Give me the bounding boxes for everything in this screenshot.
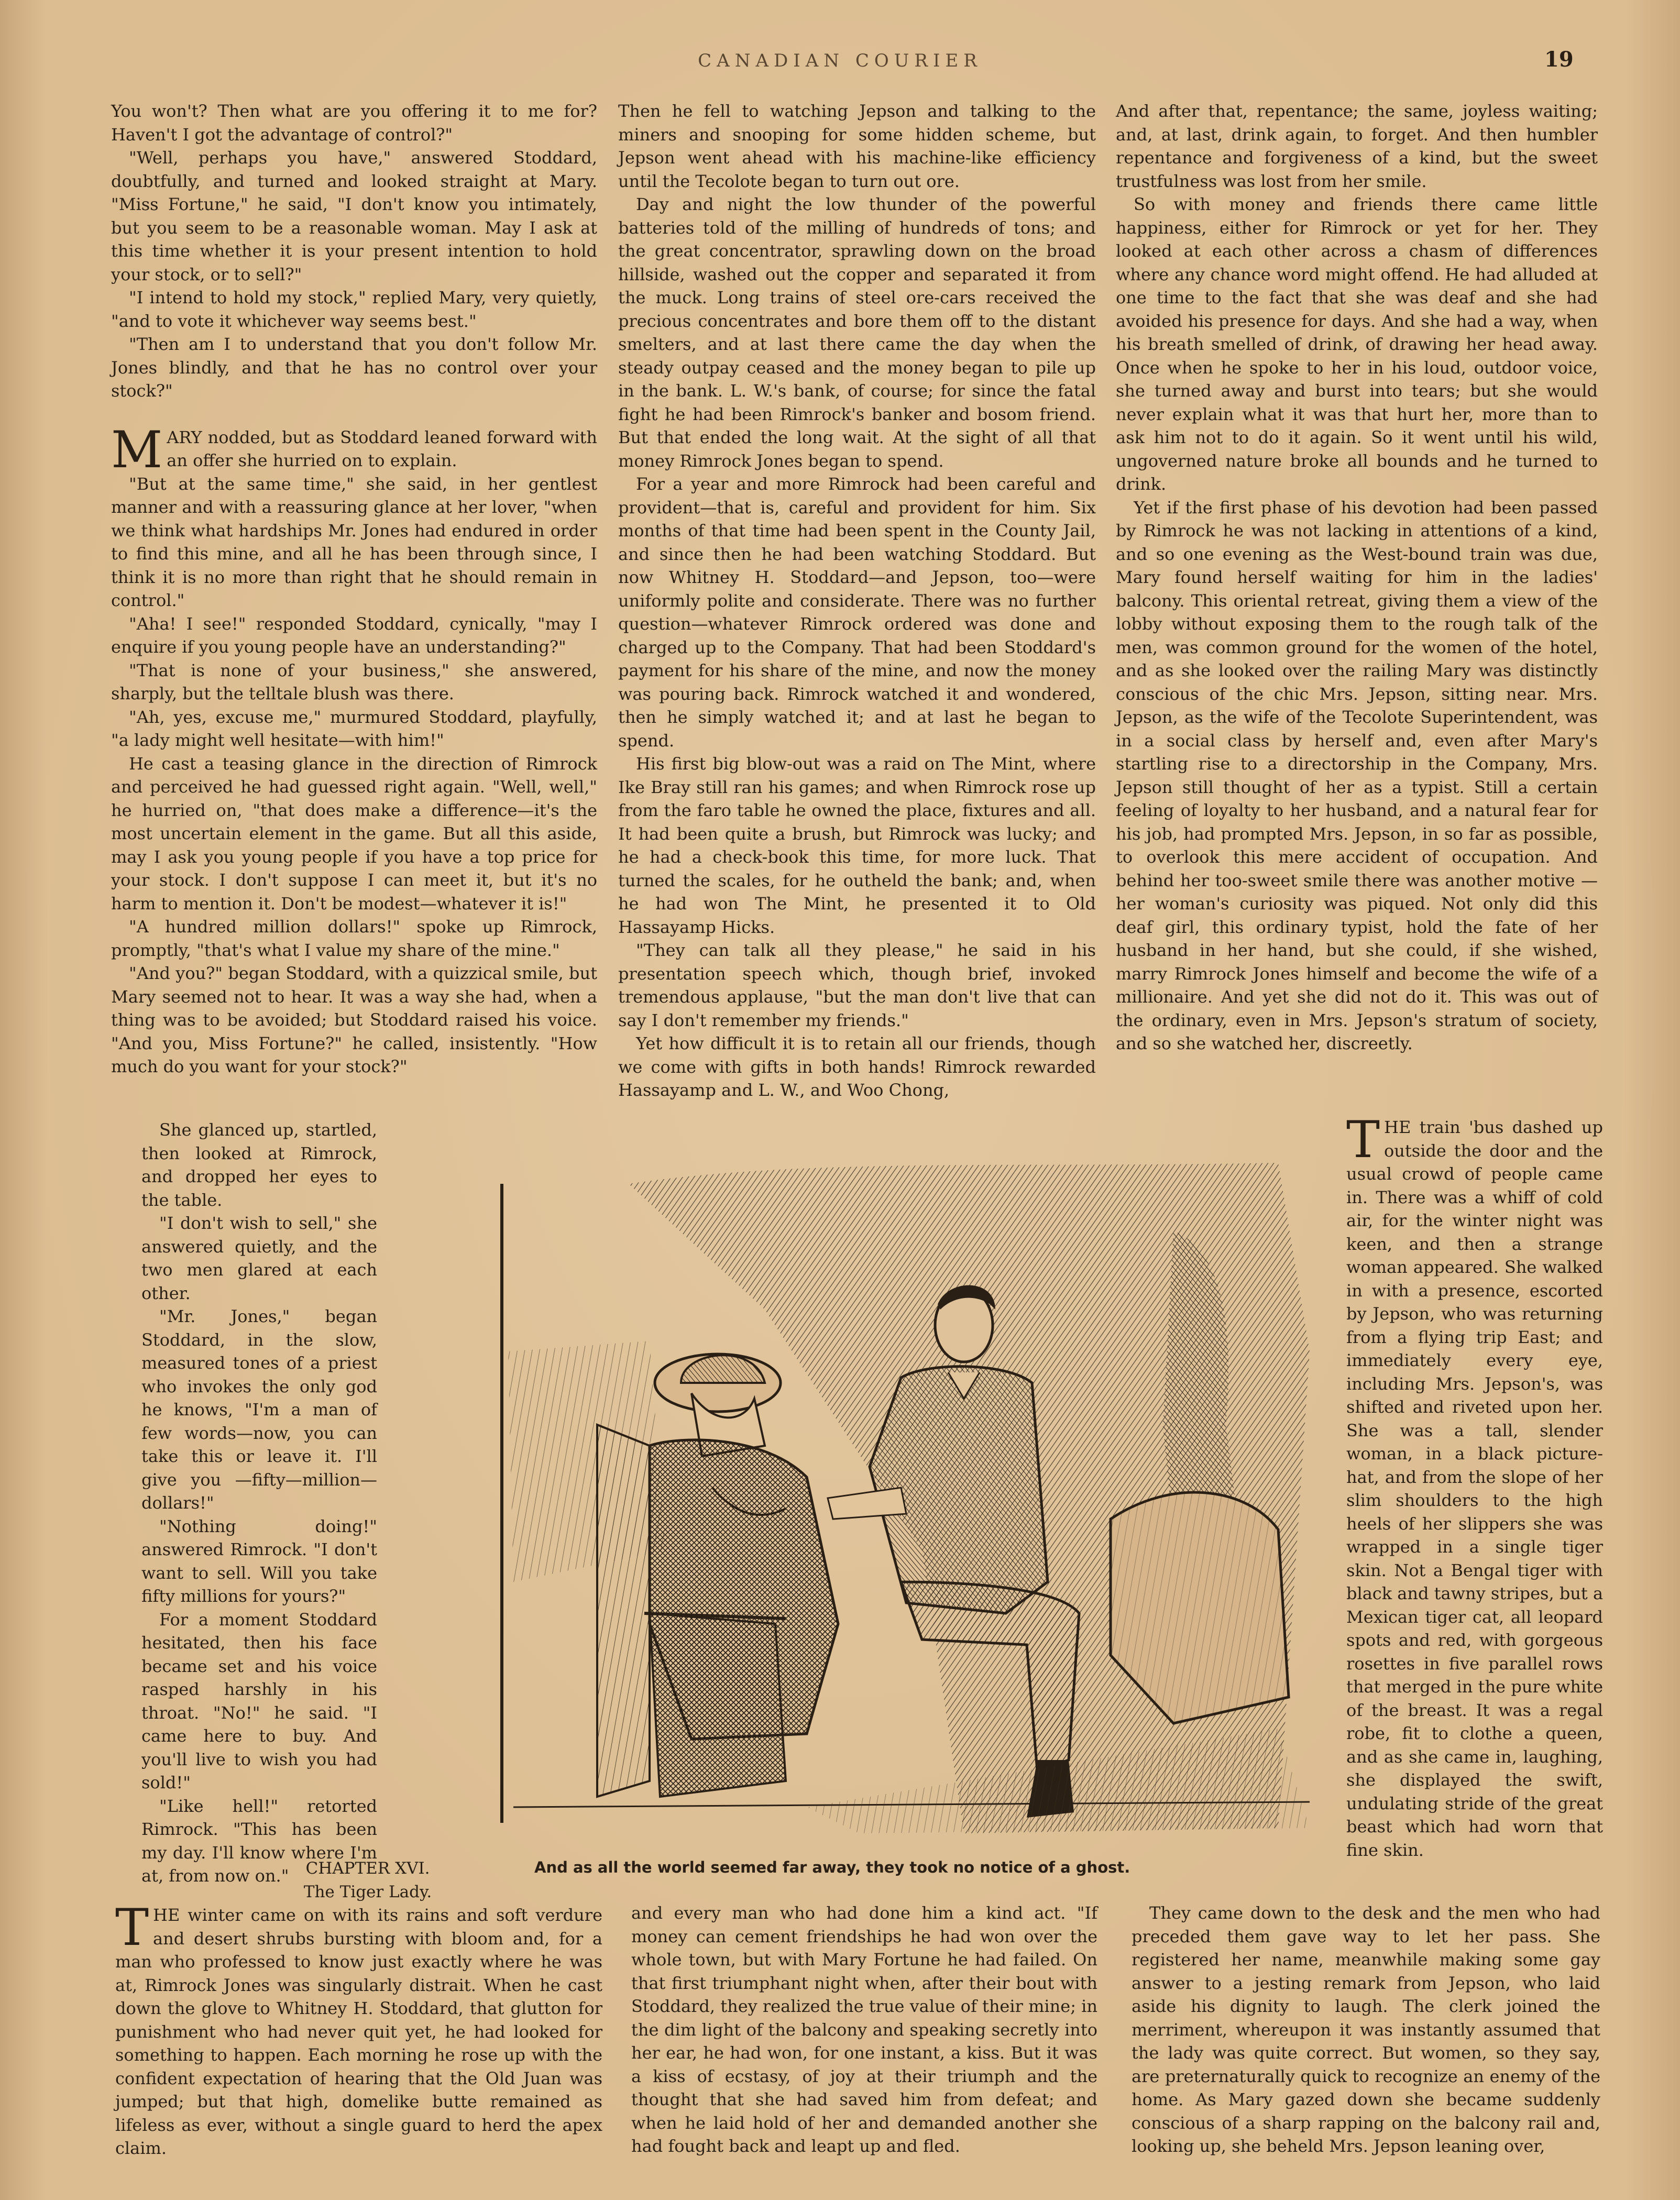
paragraph: "Then am I to understand that you don't follow Mr. Jones blindly, and that he has no control over your stock?": [111, 334, 597, 401]
illustration-caption: And as all the world seemed far away, they took no notice of a ghost.: [534, 1858, 1130, 1876]
paragraph: You won't? Then what are you offering it to me for? Haven't I got the advantage of control?": [111, 101, 597, 145]
paragraph: Then he fell to watching Jepson and talking to the miners and snooping for some hidden scheme, but Jepson went ahead with his machine-like efficiency until the Tecolote began to turn out ore.: [618, 101, 1096, 191]
column-3-top: [1116, 100, 1598, 1110]
dropcap: M: [111, 420, 163, 479]
paragraph: She glanced up, startled, then looked at Rimrock, and dropped her eyes to the table.: [141, 1120, 377, 1210]
paragraph: "They can talk all they please," he said in his presentation speech which, though brief, invoked tremendous applause, "but the man don't live that can say I don't remember my friends.": [618, 940, 1096, 1030]
paragraph: Day and night the low thunder of the powerful batteries told of the milling of hundreds of tons; and the great concentrator, sprawling down on the broad hillside, washed out the copper and separated it from the muck. Long trains of steel ore-cars received the precious concentrates and bore them off to the distant smelters, and at last there came the day when the steady outpay ceased and the money began to pile up in the bank. L. W.'s bank, of course; for since the fatal fight he had been Rimrock's banker and bosom friend. But that ended the long wait. At the sight of all that money Rimrock Jones began to spend.: [618, 194, 1096, 471]
paragraph: His first big blow-out was a raid on The Mint, where Ike Bray still ran his games; and when Rimrock rose up from the faro table he owned the place, fixtures and all. It had been quite a brush, but Rimrock was lucky; and he had a check-book this time, for more luck. That turned the scales, for he outheld the bank; and, when he had won The Mint, he presented it to Old Hassayamp Hicks.: [618, 754, 1096, 937]
dropcap-paragraph: THE winter came on with its rains and soft verdure and desert shrubs bursting with bloom and, for a man who professed to know just exactly where he was at, Rimrock Jones was singularly distrait. When he cast down the glove to Whitney H. Stoddard, that glutton for punishment who had never quit yet, he had looked for something to happen. Each morning he rose up with the confident expectation of hearing that the Old Juan was jumped; but that high, domelike butte remained as lifeless as ever, without a single guard to herd the apex claim.: [115, 1898, 602, 2158]
paragraph: For a moment Stoddard hesitated, then his face became set and his voice rasped harshly in his throat. "No!" he said. "I came here to buy. And you'll live to wish you had sold!": [141, 1609, 377, 1792]
paragraph: "Nothing doing!" answered Rimrock. "I don't want to sell. Will you take fifty millions for yours?": [141, 1516, 377, 1606]
paragraph: For a year and more Rimrock had been careful and provident—that is, careful and provident for him. Six months of that time had been spent in the County Jail, and since then he had been watching Stoddard. But now Whitney H. Stoddard—and Jepson, too—were uniformly polite and considerate. There was no further question—whatever Rimrock ordered was done and charged up to the Company. That had been Stoddard's payment for his share of the mine, and now the money was pouring back. Rimrock watched it and wondered, then he simply watched it; and at last he began to spend.: [618, 474, 1096, 751]
paragraph: "A hundred million dollars!" spoke up Rimrock, promptly, "that's what I value my share of the mine.": [111, 917, 597, 960]
paragraph: "I don't wish to sell," she answered quietly, and the two men glared at each other.: [141, 1213, 377, 1303]
chapter-title: CHAPTER XVI.: [305, 1859, 430, 1878]
paragraph: "Ah, yes, excuse me," murmured Stoddard, playfully, "a lady might well hesitate—with him!": [111, 707, 597, 750]
page-number: 19: [1544, 47, 1574, 72]
paragraph: "Mr. Jones," began Stoddard, in the slow, measured tones of a priest who invokes the only god he knows, "I'm a man of few words—now, you can take this or leave it. I'll give you —fifty—million—dollars!": [141, 1306, 377, 1513]
paragraph: Yet how difficult it is to retain all our friends, though we come with gifts in both hands! Rimrock rewarded Hassayamp and L. W., and Woo Chong,: [618, 1033, 1096, 1100]
dropcap-paragraph: MARY nodded, but as Stoddard leaned forward with an offer she hurried on to explain.: [111, 420, 597, 479]
column-2-bottom: [631, 1901, 1097, 2184]
paragraph: He cast a teasing glance in the direction of Rimrock and perceived he had guessed right again. "Well, well," he hurried on, "that does make a difference—it's the most uncertain element in the game. But all this aside, may I ask you young people if you have a top price for your stock. I don't suppose I can meet it, but it's no harm to mention it. Don't be modest—whatever it is!": [111, 753, 597, 914]
illustration-couple-seated: [492, 1152, 1320, 1849]
paragraph: "And you?" began Stoddard, with a quizzical smile, but Mary seemed not to hear. It was a way she had, when a thing was to be avoided; but Stoddard raised his voice. "And you, Miss Fortune?" he called, insistently. "How much do you want for your stock?": [111, 963, 597, 1076]
column-3-bottom: [1132, 1901, 1600, 2184]
paragraph: Yet if the first phase of his devotion had been passed by Rimrock he was not lacking in attentions of a kind, and so one evening as the West-bound train was due, Mary found herself waiting for him in the ladies' balcony. This oriental retreat, giving them a view of the lobby without exposing them to the rough talk of the men, was common ground for the women of the hotel, and as she looked over the railing Mary was distinctly conscious of the chic Mrs. Jepson, sitting near. Mrs. Jepson, as the wife of the Tecolote Superintendent, was in a social class by herself and, even after Mary's startling rise to a directorship in the Company, Mrs. Jepson still thought of her as a typist. Still a certain feeling of loyalty to her husband, and a natural fear for his job, had prompted Mrs. Jepson, in so far as possible, to overlook this mere accident of occupation. And behind her too-sweet smile there was another motive —her woman's curiosity was piqued. Not only did this deaf girl, this ordinary typist, hold the fate of her husband in her hand, but she could, if she wished, marry Rimrock Jones himself and become the wife of a millionaire. And yet she did not do it. This was out of the ordinary, even in Mrs. Jepson's stratum of society, and so she watched her, discreetly.: [1116, 497, 1598, 1053]
paragraph: And after that, repentance; the same, joyless waiting; and, at last, drink again, to forget. And then humbler repentance and forgiveness of a kind, but the sweet trustfulness was lost from her smile.: [1116, 101, 1598, 191]
dropcap: T: [1346, 1110, 1380, 1169]
column-2-top: [618, 100, 1096, 1108]
dropcap-paragraph: THE train 'bus dashed up outside the door and the usual crowd of people came in. There was a whiff of cold air, for the winter night was keen, and then a strange woman appeared. She walked in with a presence, escorted by Jepson, who was returning from a flying trip East; and immediately every eye, including Mrs. Jepson's, was shifted and riveted upon her. She was a tall, slender woman, in a black picture-hat, and from the slope of her slim shoulders to the high heels of her slippers she was wrapped in a single tiger skin. Not a Bengal tiger with black and tawny stripes, but a Mexican tiger cat, all leopard spots and red, with gorgeous rosettes in five parallel rows that merged in the pure white of the breast. It was a regal robe, fit to clothe a queen, and as she came in, laughing, she displayed the swift, undulating stride of the great beast which had worn that fine skin.: [1346, 1110, 1604, 1860]
column-1-bottom: [115, 1857, 602, 2182]
paragraph: "Well, perhaps you have," answered Stoddard, doubtfully, and turned and looked straight at Mary. "Miss Fortune," he said, "I don't know you intimately, but you seem to be a reasonable woman. May I ask at this time whether it is your present intention to hold your stock, or to sell?": [111, 148, 597, 284]
dropcap: T: [115, 1898, 149, 1957]
paragraph: So with money and friends there came little happiness, either for Rimrock or yet for her. They looked at each other across a chasm of differences where any chance word might offend. He had alluded at one time to the fact that she was deaf and she had avoided his presence for days. And she had a way, when his breath smelled of drink, of drawing her head away. Once when he spoke to her in his loud, outdoor voice, she turned away and burst into tears; but she would never explain what it was that hurt her, more than to ask him not to do it again. So it went until his wild, ungoverned nature broke all bounds and he turned to drink.: [1116, 194, 1598, 494]
column-1-top: [111, 100, 597, 1118]
column-3-narrow: [1346, 1110, 1604, 1917]
paragraph: "Aha! I see!" responded Stoddard, cynically, "may I enquire if you young people have an understanding?": [111, 613, 597, 657]
running-head: CANADIAN COURIER: [698, 50, 982, 71]
paragraph: They came down to the desk and the men who had preceded them gave way to let her pass. She registered her name, meanwhile making some gay answer to a jesting remark from Jepson, who laid aside his dignity to laugh. The clerk joined the merriment, whereupon it was instantly assumed that the lady was quite correct. But women, so they say, are preternaturally quick to recognize an enemy of the home. As Mary gazed down she became suddenly conscious of a sharp rapping on the balcony rail and, looking up, she beheld Mrs. Jepson leaning over,: [1132, 1903, 1600, 2156]
paragraph: "That is none of your business," she answered, sharply, but the telltale blush was there.: [111, 660, 597, 703]
paragraph: "Like hell!" retorted Rimrock. "This has been my day. I'll know where I'm at, from now on.": [141, 1796, 377, 1886]
chapter-subtitle: The Tiger Lady.: [303, 1882, 432, 1901]
paragraph: and every man who had done him a kind act. "If money can cement friendships he had won over the whole town, but with Mary Fortune he had failed. On that first triumphant night when, after their bout with Stoddard, they realized the true value of their mine; in the dim light of the balcony and speaking secretly into her ear, he had won, for one instant, a kiss. But it was a kiss of ecstasy, of joy at their triumph and the thought that she had saved him from defeat; and when he laid hold of her and demanded another she had fought back and leapt up and fled.: [631, 1903, 1097, 2156]
paragraph: "But at the same time," she said, in her gentlest manner and with a reassuring glance at her lover, "when we think what hardships Mr. Jones had endured in order to find this mine, and all he has been through since, I think it is no more than right that he should remain in control.": [111, 474, 597, 610]
paragraph: "I intend to hold my stock," replied Mary, very quietly, "and to vote it whichever way seems best.": [111, 288, 597, 331]
